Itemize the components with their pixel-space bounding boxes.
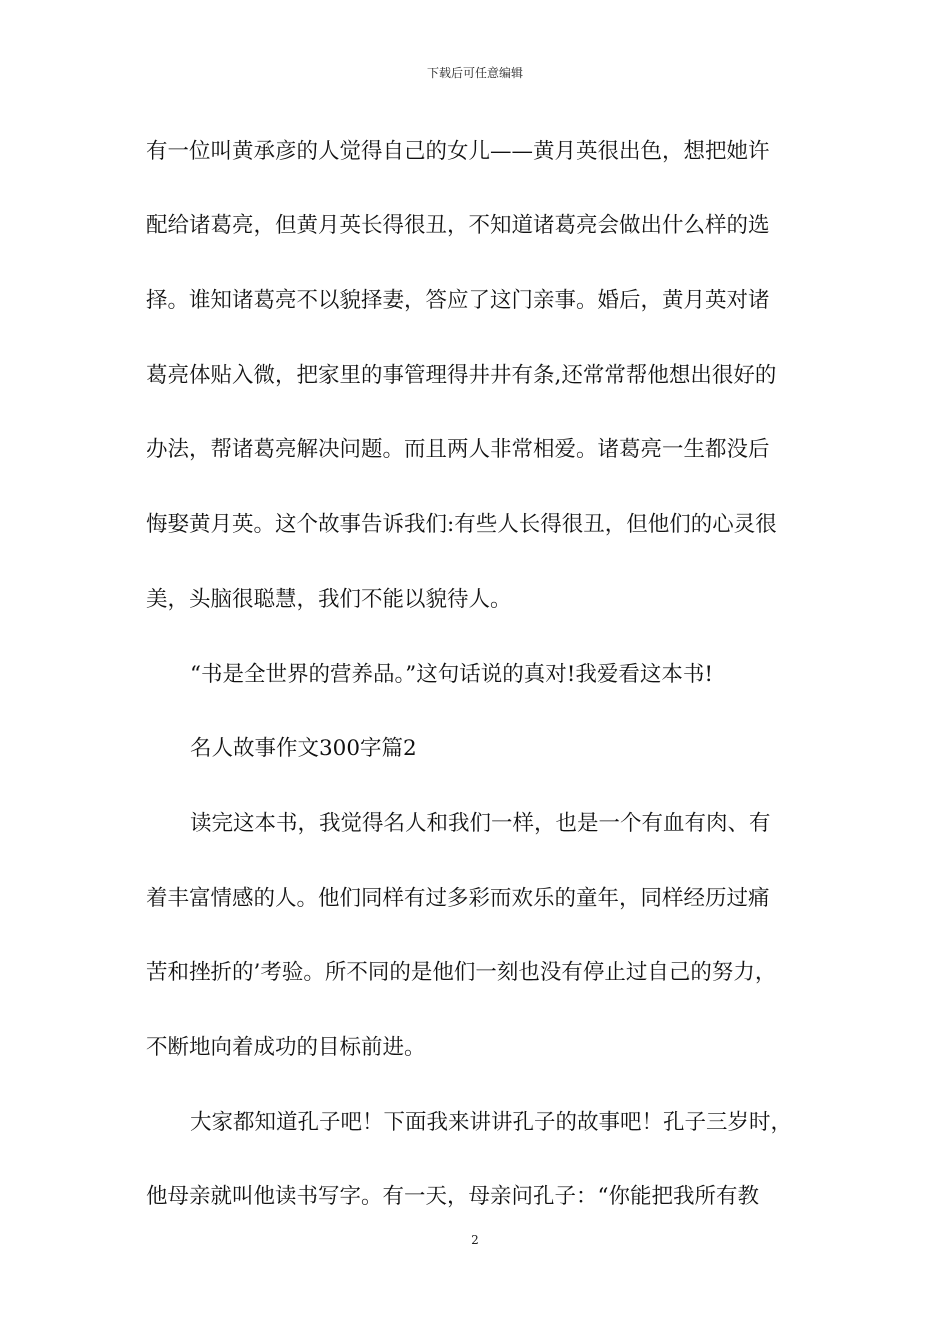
body-text-line: 办法，帮诸葛亮解决问题。而且两人非常相爱。诸葛亮一生都没后 xyxy=(146,437,770,462)
body-text-line: 悔娶黄月英。这个故事告诉我们:有些人长得很丑，但他们的心灵很 xyxy=(146,512,777,537)
body-text-line: 配给诸葛亮，但黄月英长得很丑，不知道诸葛亮会做出什么样的选 xyxy=(146,213,770,238)
body-text-line: 葛亮体贴入微，把家里的事管理得井井有条,还常常帮他想出很好的 xyxy=(146,363,777,388)
section-heading: 名人故事作文300字篇2 xyxy=(190,736,417,761)
body-text-line: 有一位叫黄承彦的人觉得自己的女儿——黄月英很出色，想把她许 xyxy=(146,139,770,164)
page-number: 2 xyxy=(471,1233,479,1247)
body-text-line: 他母亲就叫他读书写字。有一天，母亲问孔子：“你能把我所有教 xyxy=(146,1184,759,1209)
body-text-line: 苦和挫折的’考验。所不同的是他们一刻也没有停止过自己的努力， xyxy=(146,960,777,985)
page-header: 下载后可任意编辑 xyxy=(426,66,523,80)
quote-paragraph: “书是全世界的营养品。”这句话说的真对!我爱看这本书! xyxy=(190,662,714,687)
body-text-line: 大家都知道孔子吧！下面我来讲讲孔子的故事吧！孔子三岁时， xyxy=(190,1110,793,1135)
body-text-line: 不断地向着成功的目标前进。 xyxy=(146,1035,426,1060)
body-text-line: 美，头脑很聪慧，我们不能以貌待人。 xyxy=(146,587,512,612)
body-text-line: 着丰富情感的人。他们同样有过多彩而欢乐的童年，同样经历过痛 xyxy=(146,886,770,911)
body-text-line: 读完这本书，我觉得名人和我们一样，也是一个有血有肉、有 xyxy=(190,811,771,836)
body-text-line: 择。谁知诸葛亮不以貌择妻，答应了这门亲事。婚后，黄月英对诸 xyxy=(146,288,770,313)
